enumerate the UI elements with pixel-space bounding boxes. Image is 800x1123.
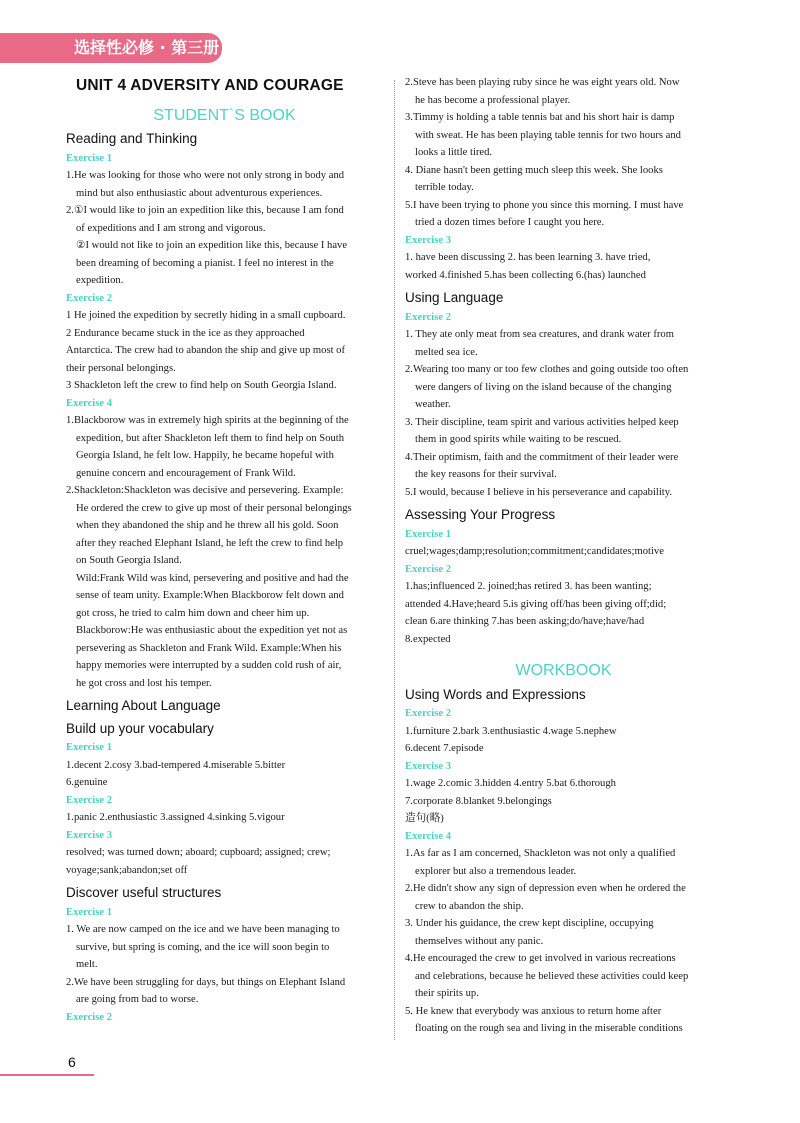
text-line: their spirits up. bbox=[415, 988, 479, 999]
text-line: 5. He knew that everybody was anxious to return home after bbox=[405, 1005, 662, 1017]
text-line: 3.Timmy is holding a table tennis bat and his short hair is damp bbox=[405, 112, 675, 123]
text-line: 2 Endurance became stuck in the ice as they approached bbox=[66, 327, 305, 339]
text-line: Georgia Island, he felt low. Happily, he became hopeful with bbox=[76, 450, 334, 461]
text-line: expedition, but after Shackleton left them to find help on South bbox=[76, 432, 345, 444]
page-number-underline bbox=[0, 1074, 94, 1076]
text-line: their personal belongings. bbox=[66, 362, 176, 374]
text-line: 5.I have been trying to phone you since this morning. I must have bbox=[405, 199, 684, 211]
text-line: attended 4.Have;heard 5.is giving off/has been giving off;did; bbox=[405, 598, 667, 610]
text-line: after they reached Elephant Island, he left the crew to find help bbox=[76, 537, 344, 549]
right-column bbox=[405, 74, 722, 1038]
reading-thinking-heading: Reading and Thinking bbox=[66, 131, 198, 146]
text-line: 1.has;influenced 2. joined;has retired 3. has been wanting; bbox=[405, 581, 652, 592]
exercise-label: Exercise 1 bbox=[405, 528, 451, 540]
text-line: 3. Their discipline, team spirit and various activities helped keep bbox=[405, 416, 679, 428]
text-line: 1. have been discussing 2. has been learning 3. have tried, bbox=[405, 252, 651, 263]
book-tab: 选择性必修 · 第三册 bbox=[0, 33, 222, 63]
learning-language-heading: Learning About Language bbox=[66, 698, 221, 713]
exercise-label: Exercise 2 bbox=[405, 708, 451, 719]
text-line: 1.wage 2.comic 3.hidden 4.entry 5.bat 6.thorough bbox=[405, 778, 616, 789]
text-line: 2.Wearing too many or too few clothes and going outside too often bbox=[405, 364, 689, 375]
text-line: 2.Steve has been playing ruby since he was eight years old. Now bbox=[405, 77, 680, 88]
text-line: Blackborow:He was enthusiastic about the expedition yet not as bbox=[76, 625, 348, 636]
text-line: 4.Their optimism, faith and the commitment of their leader were bbox=[405, 451, 679, 463]
text-line: tried a dozen times before I caught you here. bbox=[415, 217, 605, 228]
text-line: 2.We have been struggling for days, but things on Elephant Island bbox=[66, 976, 346, 988]
text-line: 1. They ate only meat from sea creatures, and drank water from bbox=[405, 329, 674, 340]
exercise-label: Exercise 1 bbox=[66, 906, 112, 918]
text-line: He ordered the crew to give up most of their personal belongings bbox=[76, 502, 352, 514]
text-line: been dreaming of becoming a pianist. I feel no interest in the bbox=[76, 257, 334, 269]
text-line: 2.Shackleton:Shackleton was decisive and persevering. Example: bbox=[66, 485, 344, 496]
exercise-label: Exercise 3 bbox=[66, 829, 112, 841]
text-line: were dangers of living on the island because of the changing bbox=[415, 381, 672, 393]
students-book-title: STUDENT`S BOOK bbox=[153, 106, 296, 124]
text-line: 3. Under his guidance, the crew kept discipline, occupying bbox=[405, 918, 654, 929]
text-line: he has become a professional player. bbox=[415, 94, 571, 106]
text-line: looks a little tired. bbox=[415, 147, 493, 158]
text-line: genuine concern and encouragement of Frank Wild. bbox=[76, 467, 296, 479]
text-line: terrible today. bbox=[415, 182, 474, 193]
exercise-label: Exercise 2 bbox=[66, 794, 112, 806]
exercise-label: Exercise 2 bbox=[405, 311, 451, 323]
text-line: Antarctica. The crew had to abandon the ship and give up most of bbox=[66, 345, 345, 356]
exercise-label: Exercise 4 bbox=[66, 397, 112, 409]
text-line: 1.As far as I am concerned, Shackleton was not only a qualified bbox=[405, 848, 676, 859]
text-line: happy memories were interrupted by a sudden cold rush of air, bbox=[76, 660, 342, 671]
text-line: and celebrations, because he believed these activities could keep bbox=[415, 970, 689, 982]
text-line: them in good spirits while waiting to be rescued. bbox=[415, 434, 622, 445]
text-line: 8.expected bbox=[405, 633, 451, 645]
page-number: 6 bbox=[68, 1054, 76, 1070]
text-line: he got cross and lost his temper. bbox=[76, 677, 212, 689]
text-line: weather. bbox=[415, 399, 451, 410]
text-line: 1.Blackborow was in extremely high spirits at the beginning of the bbox=[66, 415, 349, 426]
text-line: melt. bbox=[76, 959, 98, 970]
text-line: 4.He encouraged the crew to get involved in various recreations bbox=[405, 953, 676, 964]
text-line: themselves without any panic. bbox=[415, 935, 544, 947]
text-line: crew to abandon the ship. bbox=[415, 900, 524, 912]
text-line: 1.He was looking for those who were not only strong in body and bbox=[66, 170, 345, 181]
text-line: 5.I would, because I believe in his perseverance and capability. bbox=[405, 486, 672, 498]
assessing-progress-heading: Assessing Your Progress bbox=[405, 507, 556, 522]
exercise-label: Exercise 2 bbox=[66, 292, 112, 304]
text-line: the key reasons for their survival. bbox=[415, 469, 557, 480]
text-line: 6.genuine bbox=[66, 777, 108, 788]
text-line: on South Georgia Island. bbox=[76, 555, 182, 566]
text-line: 2.①I would like to join an expedition like this, because I am fond bbox=[66, 205, 344, 216]
words-expressions-heading: Using Words and Expressions bbox=[405, 686, 586, 702]
text-line: 1. We are now camped on the ice and we have been managing to bbox=[66, 924, 340, 935]
text-line: explorer but also a tremendous leader. bbox=[415, 865, 577, 877]
text-line: clean 6.are thinking 7.has been asking;do/have;have/had bbox=[405, 616, 645, 627]
text-line: 1 He joined the expedition by secretly hiding in a small cupboard. bbox=[66, 310, 346, 321]
text-line: persevering as Shackleton and Frank Wild. Example:When his bbox=[76, 642, 342, 654]
text-line: when they abandoned the ship and he threw all his gold. Soon bbox=[76, 520, 339, 531]
text-line: 3 Shackleton left the crew to find help on South Georgia Island. bbox=[66, 380, 337, 391]
exercise-label: Exercise 4 bbox=[405, 830, 451, 842]
text-line: 1.panic 2.enthusiastic 3.assigned 4.sinking 5.vigour bbox=[66, 812, 285, 823]
using-language-heading: Using Language bbox=[405, 290, 504, 305]
text-line: mind but also enthusiastic about adventurous experiences. bbox=[76, 187, 323, 199]
exercise-label: Exercise 1 bbox=[66, 742, 112, 753]
text-line: cruel;wages;damp;resolution;commitment;candidates;motive bbox=[405, 546, 664, 557]
exercise-label: Exercise 2 bbox=[405, 563, 451, 575]
text-line: 2.He didn't show any sign of depression even when he ordered the bbox=[405, 883, 686, 894]
text-line: expedition. bbox=[76, 275, 124, 286]
text-line: sense of team unity. Example:When Blackborow felt down and bbox=[76, 590, 344, 601]
text-line: 4. Diane hasn't been getting much sleep this week. She looks bbox=[405, 164, 663, 176]
text-line: melted sea ice. bbox=[415, 346, 478, 358]
column-divider bbox=[394, 80, 395, 1040]
text-line: worked 4.finished 5.has been collecting 6.(has) launched bbox=[405, 269, 646, 281]
text-line: 1.furniture 2.bark 3.enthusiastic 4.wage 5.nephew bbox=[405, 725, 617, 737]
unit-title: UNIT 4 ADVERSITY AND COURAGE bbox=[76, 77, 344, 94]
exercise-label: Exercise 3 bbox=[405, 760, 451, 772]
text-line: Wild:Frank Wild was kind, persevering and positive and had the bbox=[76, 572, 349, 584]
text-line: ②I would not like to join an expedition like this, because I have bbox=[76, 240, 348, 251]
text-line: 1.decent 2.cosy 3.bad-tempered 4.miserable 5.bitter bbox=[66, 759, 286, 771]
vocabulary-heading: Build up your vocabulary bbox=[66, 720, 214, 736]
text-line: resolved; was turned down; aboard; cupboard; assigned; crew; bbox=[66, 847, 331, 858]
text-line: 6.decent 7.episode bbox=[405, 743, 484, 754]
text-line: survive, but spring is coming, and the ice will soon begin to bbox=[76, 941, 330, 953]
workbook-title: WORKBOOK bbox=[515, 662, 612, 679]
exercise-label: Exercise 2 bbox=[66, 1011, 112, 1023]
text-line: of expeditions and I am strong and vigorous. bbox=[76, 222, 266, 234]
text-line: are going from bad to worse. bbox=[76, 994, 199, 1005]
left-column bbox=[66, 74, 383, 1026]
text-line: voyage;sank;abandon;set off bbox=[66, 864, 188, 876]
exercise-label: Exercise 3 bbox=[405, 234, 451, 246]
structures-heading: Discover useful structures bbox=[66, 885, 222, 900]
text-line: floating on the rough sea and living in the miserable conditions bbox=[415, 1023, 683, 1034]
exercise-label: Exercise 1 bbox=[66, 152, 112, 164]
text-line: 造句(略) bbox=[405, 813, 444, 824]
text-line: got cross, he tried to calm him down and cheer him up. bbox=[76, 607, 310, 619]
text-line: with sweat. He has been playing table tennis for two hours and bbox=[415, 129, 681, 141]
text-line: 7.corporate 8.blanket 9.belongings bbox=[405, 795, 552, 807]
